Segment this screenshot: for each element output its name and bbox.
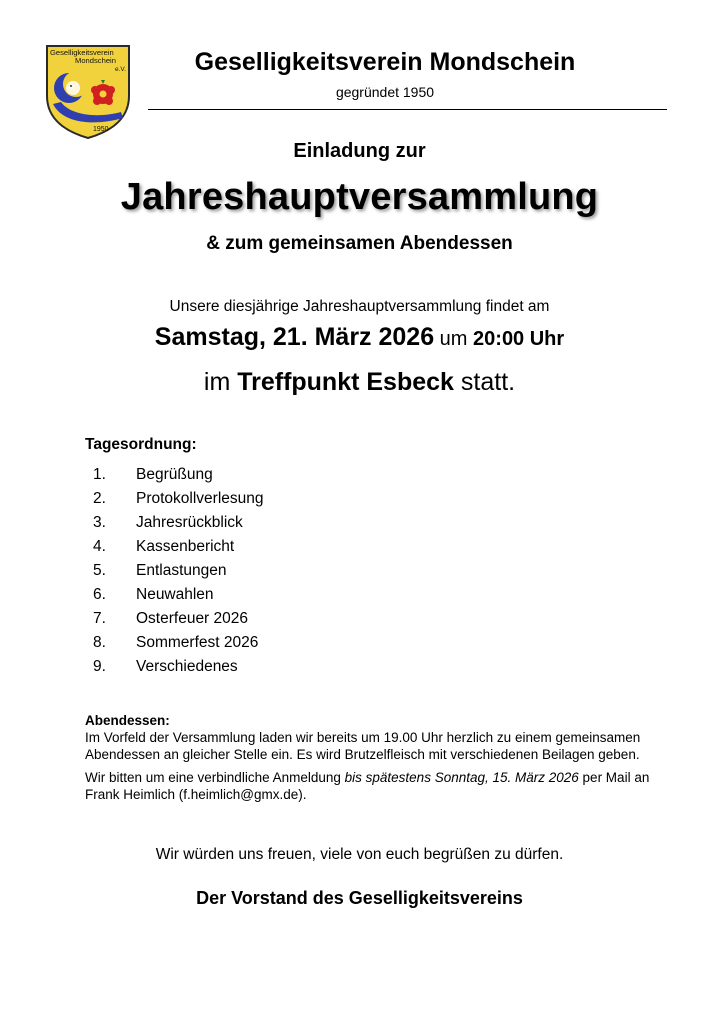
agenda-label: Osterfeuer 2026 — [136, 610, 249, 627]
agenda-label: Protokollverlesung — [136, 490, 264, 507]
event-place: Treffpunkt Esbeck — [237, 368, 454, 396]
event-date: Samstag, 21. März 2026 — [154, 323, 435, 351]
registration-deadline: bis spätestens Sonntag, 15. März 2026 — [344, 770, 579, 785]
logo-suffix: e.V. — [115, 66, 126, 73]
event-place-line — [0, 368, 719, 397]
dinner-heading: Abendessen: — [85, 713, 170, 728]
event-um: um — [434, 328, 474, 350]
event-time: 20:00 Uhr — [473, 328, 565, 350]
event-date-line — [0, 323, 719, 352]
agenda-item — [85, 583, 385, 607]
agenda-heading: Tagesordnung: — [85, 436, 197, 453]
agenda-label: Jahresrückblick — [136, 514, 243, 531]
logo-name-line1: Geselligkeitsverein — [50, 48, 114, 57]
registration-prefix: Wir bitten um eine verbindliche Anmeldung — [85, 770, 345, 785]
agenda-label: Kassenbericht — [136, 538, 235, 555]
agenda-item — [85, 511, 385, 535]
agenda-label: Begrüßung — [136, 466, 213, 483]
dinner-text: Im Vorfeld der Versammlung laden wir bereits um 19.00 Uhr herzlich zu einem gemeinsamen Abendessen an gleicher Stelle ein. Es wird Brutzelfleisch mit verschiedenen Beilagen geben. — [85, 730, 641, 762]
agenda-num: 5. — [93, 562, 106, 579]
main-title: Jahreshauptversammlung — [120, 176, 599, 218]
dinner-section — [85, 712, 665, 803]
closing-text: Wir würden uns freuen, viele von euch begrüßen zu dürfen. — [155, 846, 564, 863]
club-name: Geselligkeitsverein Mondschein — [194, 48, 576, 76]
agenda-label: Verschiedenes — [136, 658, 238, 675]
agenda-item — [85, 487, 385, 511]
agenda-item — [85, 655, 385, 679]
agenda-label: Entlastungen — [136, 562, 227, 579]
agenda-num: 7. — [93, 610, 106, 627]
invite-heading: Einladung zur — [293, 140, 426, 162]
agenda-item — [85, 535, 385, 559]
place-prefix: im — [203, 368, 238, 396]
agenda-label: Neuwahlen — [136, 586, 214, 603]
agenda-list — [85, 463, 385, 679]
agenda-num: 8. — [93, 634, 106, 651]
registration-suffix: per Mail an Frank Heimlich (f.heimlich@gmx.de). — [85, 770, 650, 802]
registration-text — [85, 769, 665, 803]
founded-text: gegründet 1950 — [335, 84, 435, 100]
sub-title: & zum gemeinsamen Abendessen — [206, 233, 513, 254]
header-divider — [148, 109, 667, 110]
agenda-num: 9. — [93, 658, 106, 675]
logo-name-line2: Mondschein — [75, 56, 116, 65]
agenda-item — [85, 607, 385, 631]
agenda-num: 1. — [93, 466, 106, 483]
agenda-num: 3. — [93, 514, 106, 531]
signature: Der Vorstand des Geselligkeitsvereins — [196, 888, 523, 908]
agenda-num: 2. — [93, 490, 106, 507]
agenda-num: 6. — [93, 586, 106, 603]
agenda-num: 4. — [93, 538, 106, 555]
agenda-label: Sommerfest 2026 — [136, 634, 259, 651]
event-intro: Unsere diesjährige Jahreshauptversammlung findet am — [169, 298, 550, 315]
agenda-item — [85, 463, 385, 487]
agenda-item — [85, 631, 385, 655]
agenda-item — [85, 559, 385, 583]
logo-year: 1950 — [93, 126, 109, 133]
club-logo — [45, 44, 131, 140]
place-suffix: statt. — [453, 368, 516, 396]
